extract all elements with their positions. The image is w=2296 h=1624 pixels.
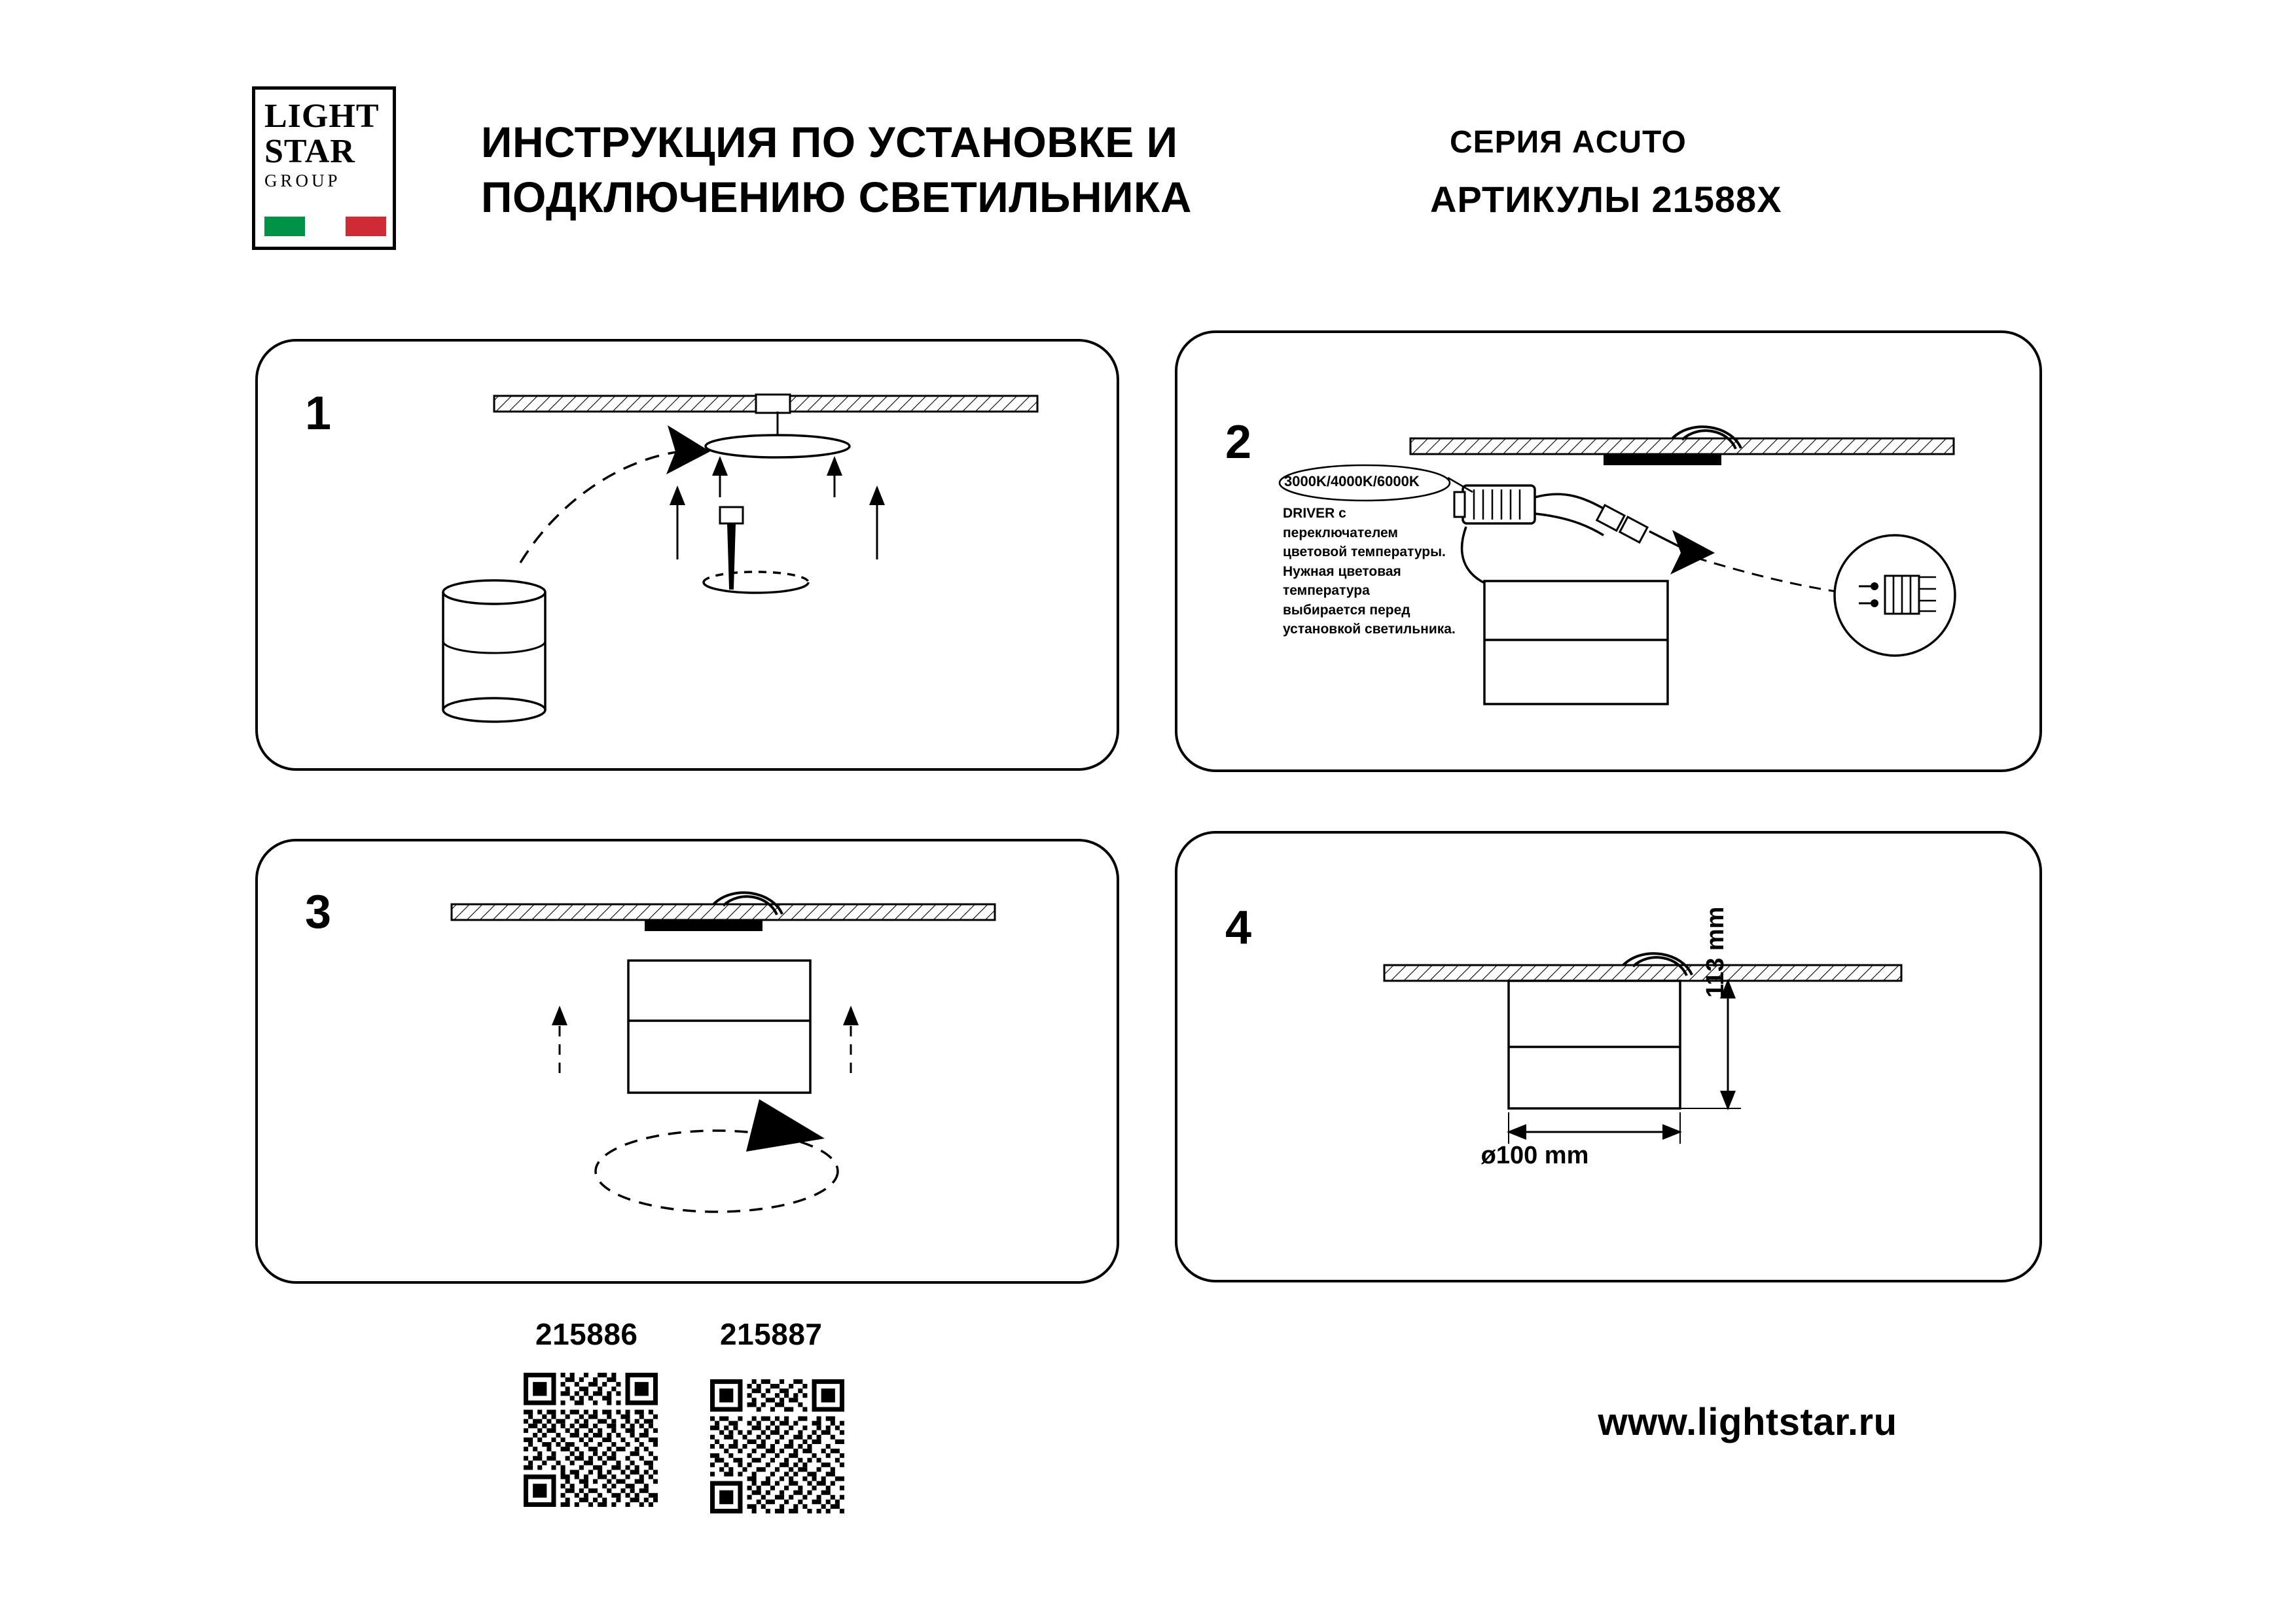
luminaire-body-4 bbox=[1509, 981, 1680, 1108]
website-url[interactable]: www.lightstar.ru bbox=[1598, 1401, 1897, 1443]
step-1-number: 1 bbox=[305, 387, 332, 440]
product-code-215887: 215887 bbox=[720, 1317, 823, 1351]
height-dimension bbox=[1680, 981, 1741, 1108]
logo-line-1: LIGHT bbox=[264, 97, 380, 135]
articles-label: АРТИКУЛЫ 21588X bbox=[1430, 179, 1782, 220]
logo-line-3: GROUP bbox=[264, 171, 341, 190]
qr-code-215886[interactable] bbox=[524, 1373, 658, 1507]
diameter-dimension bbox=[1509, 1112, 1680, 1144]
ceiling-slab-4 bbox=[1384, 953, 1901, 981]
step-3-number: 3 bbox=[305, 886, 332, 938]
diameter-dimension-label: ø100 mm bbox=[1480, 1142, 1589, 1169]
step-4-number: 4 bbox=[1225, 902, 1252, 954]
logo-line-2: STAR bbox=[264, 133, 355, 170]
page-title: ИНСТРУКЦИЯ ПО УСТАНОВКЕ И ПОДКЛЮЧЕНИЮ СВЕТИЛЬНИКА bbox=[481, 118, 1192, 221]
driver-note-text: DRIVER с переключателем цветовой температуры. Нужная цветовая температура выбирается перед установкой светильника. bbox=[1283, 506, 1456, 637]
qr-code-215887[interactable] bbox=[710, 1379, 844, 1513]
series-label: СЕРИЯ ACUTO bbox=[1450, 125, 1687, 160]
color-temperature-label: 3000K/4000K/6000K bbox=[1284, 473, 1420, 489]
height-dimension-label: 113 mm bbox=[1702, 906, 1729, 998]
step-2-number: 2 bbox=[1225, 416, 1252, 468]
product-code-215886: 215886 bbox=[535, 1317, 638, 1351]
